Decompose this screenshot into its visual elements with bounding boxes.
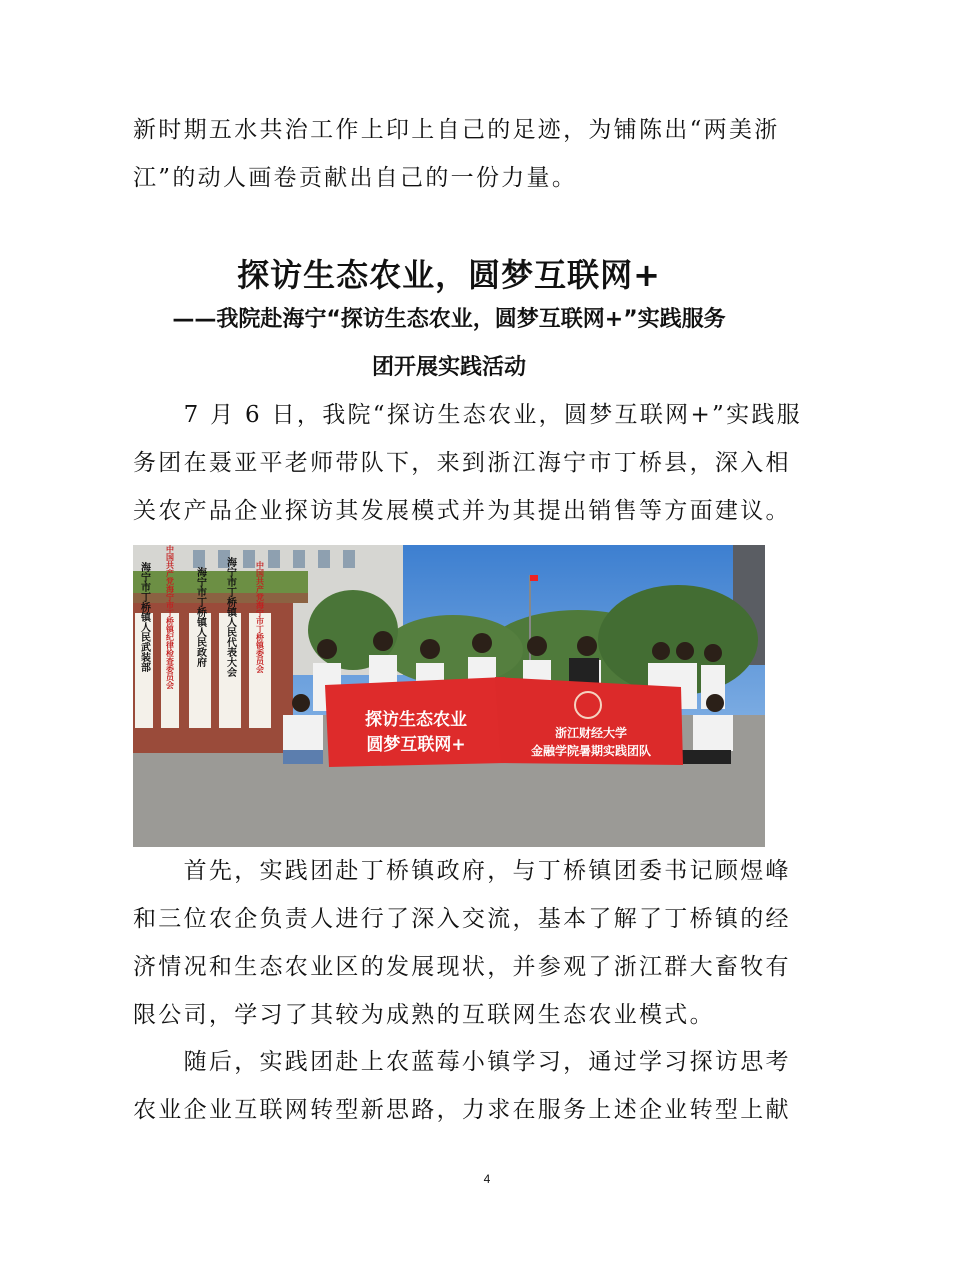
text-line: 7 月 6 日，我院“探访生态农业，圆梦互联网+”实践服: [133, 402, 802, 428]
plaque-text: 中国共产党海宁市丁桥镇委员会: [255, 561, 265, 673]
subtitle-line: 团开展实践活动: [371, 355, 526, 380]
banners: [325, 677, 683, 767]
group-photo: [133, 545, 765, 847]
subtitle-line: ——我院赴海宁“探访生态农业，圆梦互联网+”实践服务: [172, 307, 726, 332]
article-subtitle: [133, 296, 765, 392]
banner-right-line1: 浙江财经大学: [554, 726, 628, 740]
text-line: 济情况和生态农业区的发展现状，并参观了浙江群大畜牧有: [133, 954, 791, 980]
plaque-text: 中国共产党海宁市丁桥镇纪律检查委员会: [165, 545, 175, 689]
paragraph-3: [133, 1038, 791, 1134]
banner-left-line2: 圆梦互联网+: [366, 735, 466, 755]
banner-left-line1: 探访生态农业: [365, 710, 467, 730]
paragraph-2: [133, 847, 791, 1039]
banner-right-line2: 金融学院暑期实践团队: [530, 744, 652, 758]
text-line: 首先，实践团赴丁桥镇政府，与丁桥镇团委书记顾煜峰: [133, 858, 791, 884]
text-line: 务团在聂亚平老师带队下，来到浙江海宁市丁桥县，深入相: [133, 450, 791, 476]
plaque-text: 海宁市丁桥镇人民武装部: [138, 562, 150, 672]
plaque-text: 海宁市丁桥镇人民政府: [194, 567, 206, 667]
text-line: 农业企业互联网转型新思路，力求在服务上述企业转型上献: [133, 1097, 791, 1123]
text-line: 新时期五水共治工作上印上自己的足迹，为铺陈出“两美浙: [133, 117, 780, 143]
plaque-text: 海宁市丁桥镇人民代表大会: [224, 557, 236, 677]
text-line: 江”的动人画卷贡献出自己的一份力量。: [133, 165, 578, 191]
article-title: 探访生态农业，圆梦互联网+: [237, 256, 661, 294]
text-line: 关农产品企业探访其发展模式并为其提出销售等方面建议。: [133, 498, 791, 524]
photo-illustration: [133, 545, 765, 847]
text-line: 随后，实践团赴上农蓝莓小镇学习，通过学习探访思考: [133, 1049, 791, 1075]
page-number: 4: [483, 1172, 491, 1186]
text-line: 限公司，学习了其较为成熟的互联网生态农业模式。: [133, 1002, 715, 1028]
text-line: 和三位农企负责人进行了深入交流，基本了解了丁桥镇的经: [133, 906, 791, 932]
intro-paragraph: [133, 106, 780, 202]
paragraph-1: [133, 391, 802, 535]
